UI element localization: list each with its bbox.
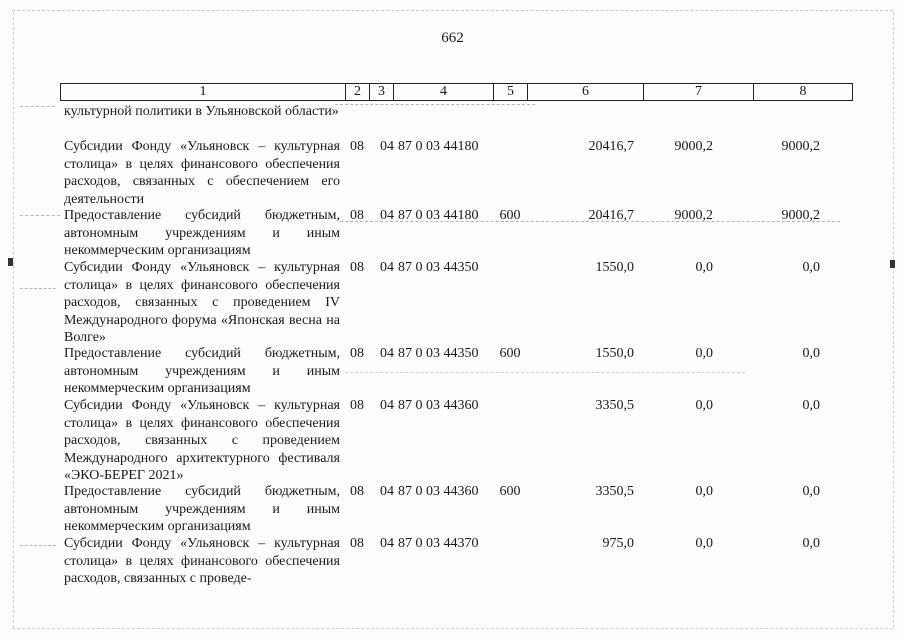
row-name: Субсидии Фонду «Ульяновск – культурная столица» в целях финансового обеспечения расходов, связанных с обеспечением его деятельности <box>64 139 340 207</box>
cell-target-code: 87 0 03 44360 <box>398 484 479 499</box>
row-name: Предоставление субсидий бюджетным, автономным учреждениям и иным некоммерческим организациям <box>64 346 340 397</box>
cell-target-code: 87 0 03 44370 <box>398 536 479 551</box>
cell-amount-col8: 0,0 <box>802 260 820 275</box>
row-name: Субсидии Фонду «Ульяновск – культурная столица» в целях финансового обеспечения расходов, связанных с проведением Международного архитектурного фестиваля «ЭКО-БЕРЕГ 2021» <box>64 398 340 484</box>
cell-target-code: 87 0 03 44180 <box>398 139 479 154</box>
scan-mark-left <box>8 258 13 266</box>
header-col-4: 4 <box>394 84 494 100</box>
header-col-1: 1 <box>61 84 346 100</box>
row-name: Субсидии Фонду «Ульяновск – культурная столица» в целях финансового обеспечения расходов, связанных с проведе- <box>64 536 340 587</box>
scan-edge-top <box>12 10 893 11</box>
cell-amount-col6: 20416,7 <box>588 139 634 154</box>
header-col-8: 8 <box>799 84 807 99</box>
cell-subsection: 04 <box>380 536 394 551</box>
header-col-2: 2 <box>346 84 370 100</box>
cell-amount-col8: 9000,2 <box>781 139 820 154</box>
cell-subsection: 04 <box>380 484 394 499</box>
cell-amount-col7: 0,0 <box>695 398 713 413</box>
row-name: Предоставление субсидий бюджетным, автономным учреждениям и иным некоммерческим организациям <box>64 484 340 535</box>
cell-section: 08 <box>350 346 364 361</box>
cell-section: 08 <box>350 536 364 551</box>
cell-amount-col8: 9000,2 <box>781 208 820 223</box>
cell-expense-type: 600 <box>499 484 521 499</box>
scan-edge-left <box>13 12 14 628</box>
cell-amount-col7: 9000,2 <box>674 208 713 223</box>
scan-mark-right <box>890 260 895 268</box>
header-col-5: 5 <box>494 84 528 100</box>
cell-amount-col6: 1550,0 <box>595 260 634 275</box>
cell-amount-col8: 0,0 <box>802 536 820 551</box>
cell-subsection: 04 <box>380 260 394 275</box>
cell-target-code: 87 0 03 44350 <box>398 346 479 361</box>
cell-amount-col6: 20416,7 <box>588 208 634 223</box>
cell-section: 08 <box>350 139 364 154</box>
cell-subsection: 04 <box>380 346 394 361</box>
row-name: культурной политики в Ульяновской области» <box>64 104 339 119</box>
cell-subsection: 04 <box>380 139 394 154</box>
table-header <box>60 83 853 101</box>
page-number: 662 <box>441 30 464 46</box>
scan-artifact <box>340 221 840 222</box>
cell-amount-col6: 1550,0 <box>595 346 634 361</box>
cell-target-code: 87 0 03 44350 <box>398 260 479 275</box>
cell-section: 08 <box>350 484 364 499</box>
cell-target-code: 87 0 03 44360 <box>398 398 479 413</box>
cell-target-code: 87 0 03 44180 <box>398 208 479 223</box>
scan-artifact <box>20 545 56 546</box>
scan-artifact <box>20 288 56 289</box>
scan-artifact <box>20 106 55 107</box>
cell-expense-type: 600 <box>499 208 521 223</box>
cell-subsection: 04 <box>380 398 394 413</box>
cell-section: 08 <box>350 260 364 275</box>
cell-expense-type: 600 <box>499 346 521 361</box>
cell-amount-col8: 0,0 <box>802 398 820 413</box>
header-col-6: 6 <box>528 84 644 100</box>
cell-section: 08 <box>350 208 364 223</box>
scan-edge-right <box>893 12 894 628</box>
scan-artifact <box>335 104 535 105</box>
row-name: Субсидии Фонду «Ульяновск – культурная столица» в целях финансового обеспечения расходов, связанных с проведением IV Международного форума «Японская весна на Волге» <box>64 260 340 346</box>
header-col-7: 7 <box>644 84 754 100</box>
cell-amount-col6: 975,0 <box>602 536 634 551</box>
header-col-3: 3 <box>370 84 394 100</box>
scan-edge-bottom <box>12 628 893 629</box>
scan-artifact <box>345 372 745 373</box>
cell-amount-col7: 0,0 <box>695 260 713 275</box>
cell-amount-col8: 0,0 <box>802 346 820 361</box>
scan-artifact <box>20 215 60 216</box>
cell-amount-col8: 0,0 <box>802 484 820 499</box>
cell-amount-col6: 3350,5 <box>595 484 634 499</box>
row-name: Предоставление субсидий бюджетным, автономным учреждениям и иным некоммерческим организациям <box>64 208 340 259</box>
cell-amount-col7: 0,0 <box>695 536 713 551</box>
cell-amount-col7: 0,0 <box>695 346 713 361</box>
cell-amount-col7: 9000,2 <box>674 139 713 154</box>
cell-section: 08 <box>350 398 364 413</box>
cell-amount-col6: 3350,5 <box>595 398 634 413</box>
cell-amount-col7: 0,0 <box>695 484 713 499</box>
cell-subsection: 04 <box>380 208 394 223</box>
